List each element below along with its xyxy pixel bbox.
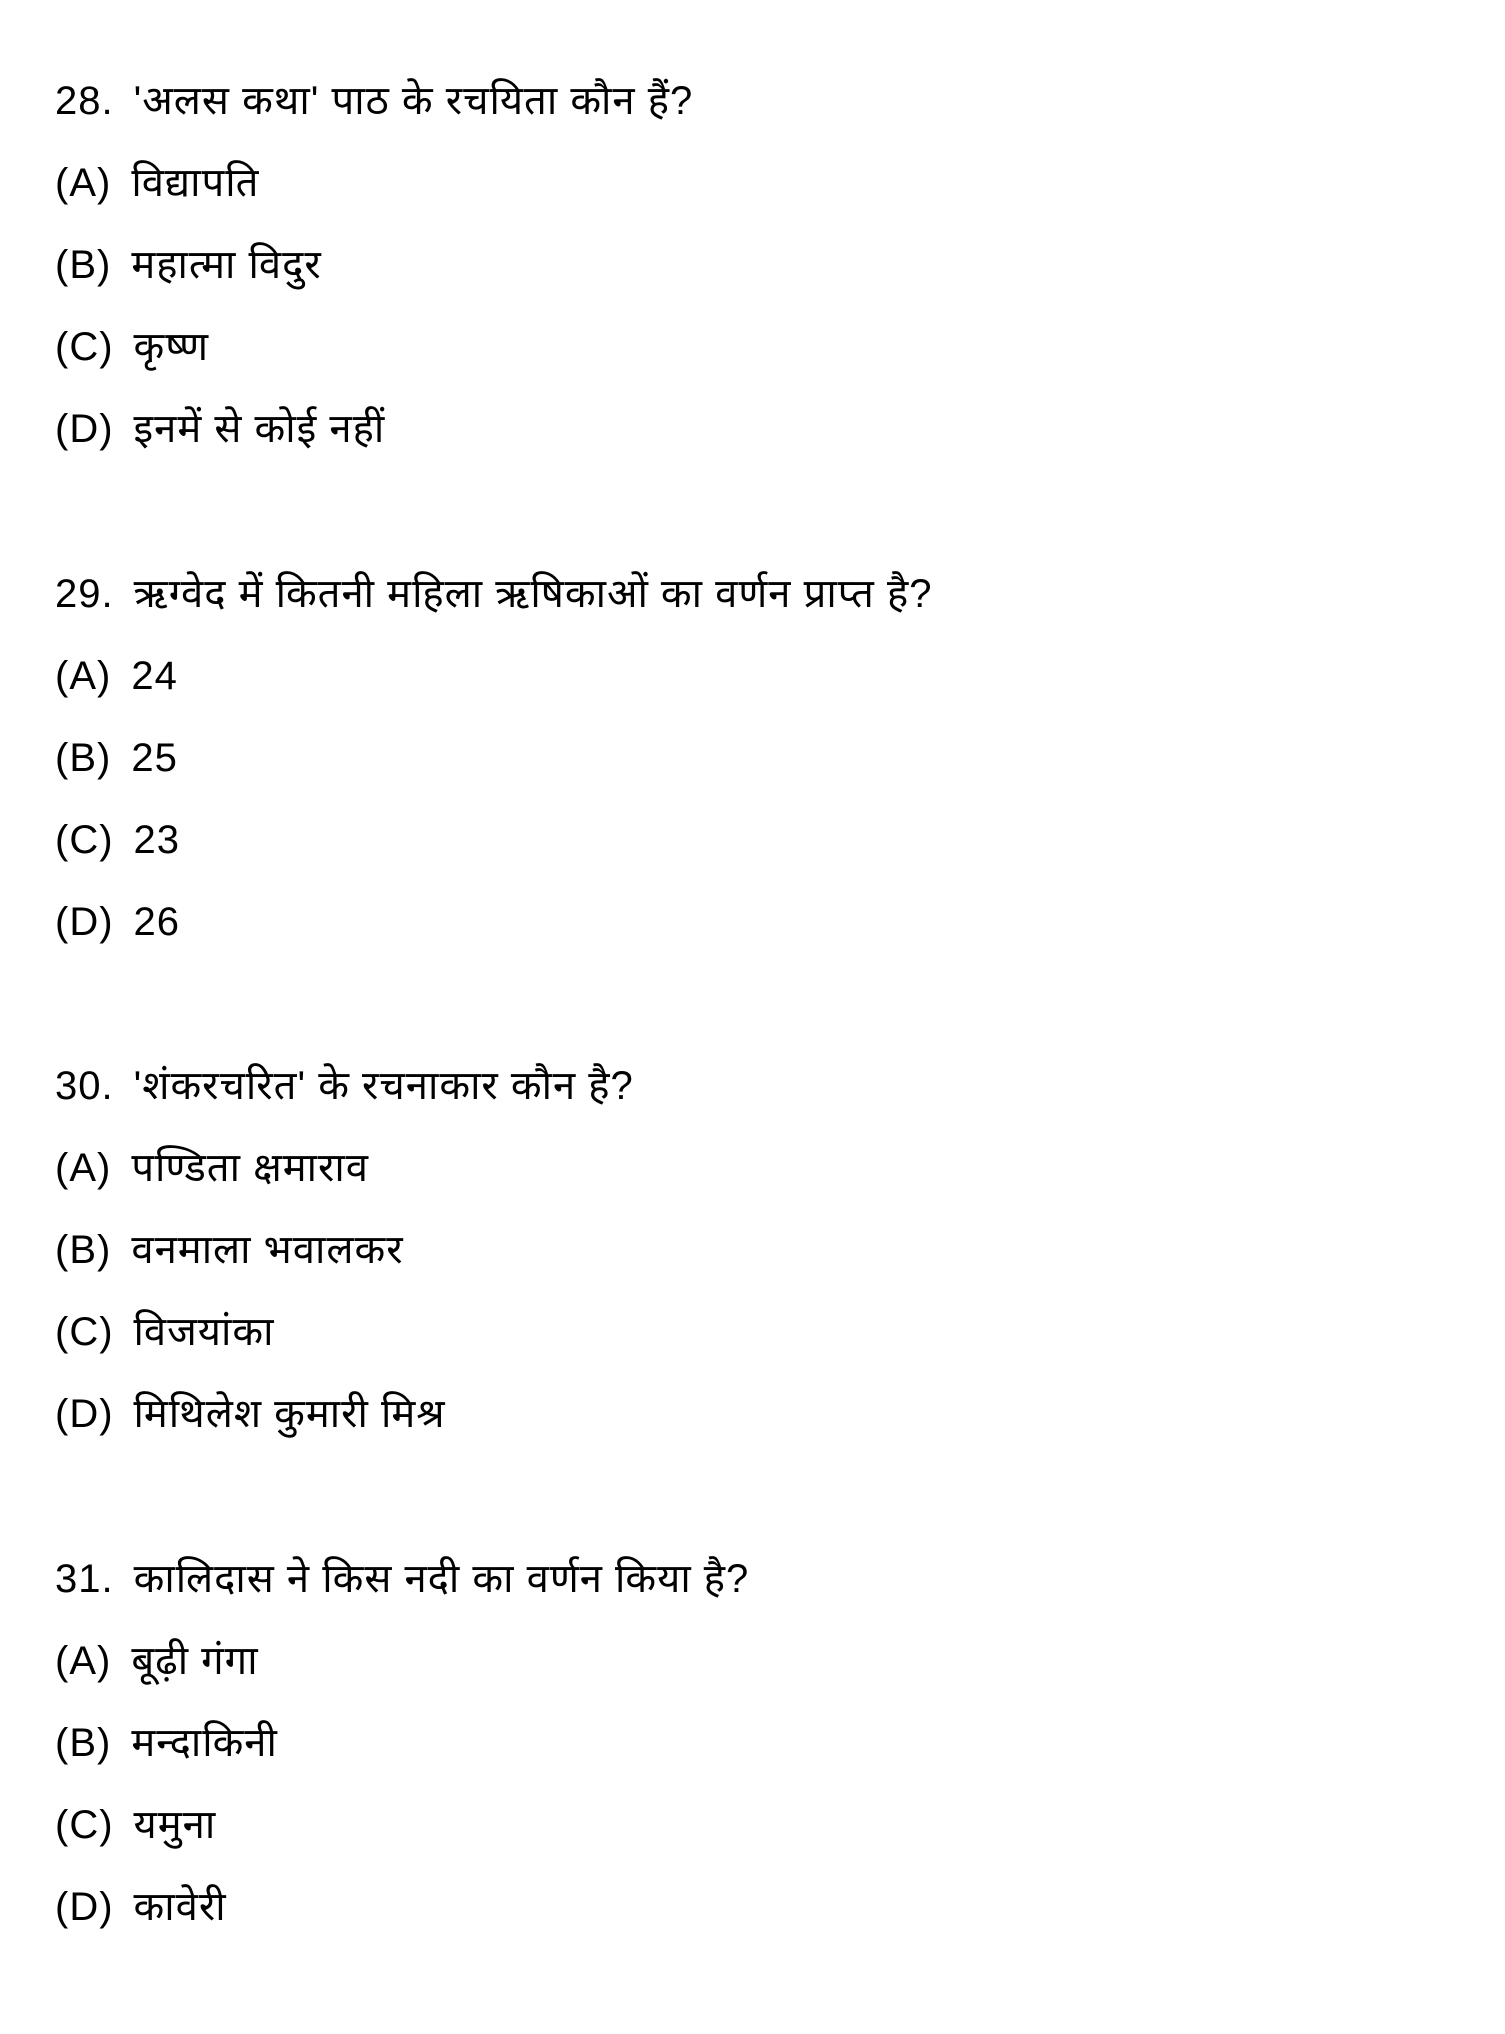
option-text: विद्यापति [131, 161, 260, 205]
option-text: 24 [131, 654, 178, 698]
question-text [55, 1045, 1455, 1127]
question-stem: 'अलस कथा' पाठ के रचयिता कौन हैं? [133, 79, 694, 123]
option-d [55, 1373, 1455, 1455]
option-label: (C) [55, 1310, 114, 1354]
option-label: (D) [55, 900, 114, 944]
question-block [55, 553, 1455, 963]
option-label: (B) [55, 243, 112, 287]
option-label: (A) [55, 161, 112, 205]
question-stem: 'शंकरचरित' के रचनाकार कौन है? [133, 1064, 634, 1108]
option-text: पण्डिता क्षमाराव [131, 1146, 370, 1190]
option-a [55, 635, 1455, 717]
option-label: (C) [55, 325, 114, 369]
option-text: विजयांका [133, 1310, 275, 1354]
option-c [55, 799, 1455, 881]
option-text: महात्मा विदुर [131, 243, 322, 287]
option-c [55, 1291, 1455, 1373]
question-block [55, 60, 1455, 470]
option-text: 26 [133, 900, 181, 944]
option-label: (B) [55, 736, 112, 780]
option-b [55, 224, 1455, 306]
option-text: वनमाला भवालकर [131, 1228, 404, 1272]
option-b [55, 717, 1455, 799]
option-d [55, 881, 1455, 963]
question-text [55, 1538, 1455, 1620]
option-label: (C) [55, 818, 114, 862]
option-label: (D) [55, 407, 114, 451]
option-a [55, 142, 1455, 224]
option-label: (C) [55, 1803, 114, 1847]
option-text: मिथिलेश कुमारी मिश्र [133, 1392, 446, 1436]
option-text: कावेरी [133, 1885, 227, 1929]
question-number: 31. [55, 1557, 114, 1601]
option-label: (A) [55, 1639, 112, 1683]
option-a [55, 1127, 1455, 1209]
question-block [55, 1045, 1455, 1455]
option-text: कृष्ण [133, 325, 210, 369]
option-b [55, 1209, 1455, 1291]
question-stem: ऋग्वेद में कितनी महिला ऋषिकाओं का वर्णन प्राप्त है? [133, 572, 933, 616]
option-d [55, 1866, 1455, 1948]
option-text: 25 [131, 736, 178, 780]
question-number: 29. [55, 572, 114, 616]
option-label: (A) [55, 1146, 112, 1190]
option-label: (A) [55, 654, 112, 698]
question-stem: कालिदास ने किस नदी का वर्णन किया है? [133, 1557, 750, 1601]
option-text: इनमें से कोई नहीं [133, 407, 386, 451]
option-label: (D) [55, 1885, 114, 1929]
option-text: मन्दाकिनी [131, 1721, 278, 1765]
option-label: (B) [55, 1228, 112, 1272]
option-text: यमुना [133, 1803, 217, 1847]
question-number: 28. [55, 79, 114, 123]
option-a [55, 1620, 1455, 1702]
question-block [55, 1538, 1455, 1948]
option-text: बूढ़ी गंगा [131, 1639, 259, 1683]
question-number: 30. [55, 1064, 114, 1108]
option-c [55, 1784, 1455, 1866]
question-text [55, 553, 1455, 635]
option-text: 23 [133, 818, 181, 862]
option-label: (D) [55, 1392, 114, 1436]
option-label: (B) [55, 1721, 112, 1765]
question-text [55, 60, 1455, 142]
option-d [55, 388, 1455, 470]
option-c [55, 306, 1455, 388]
option-b [55, 1702, 1455, 1784]
